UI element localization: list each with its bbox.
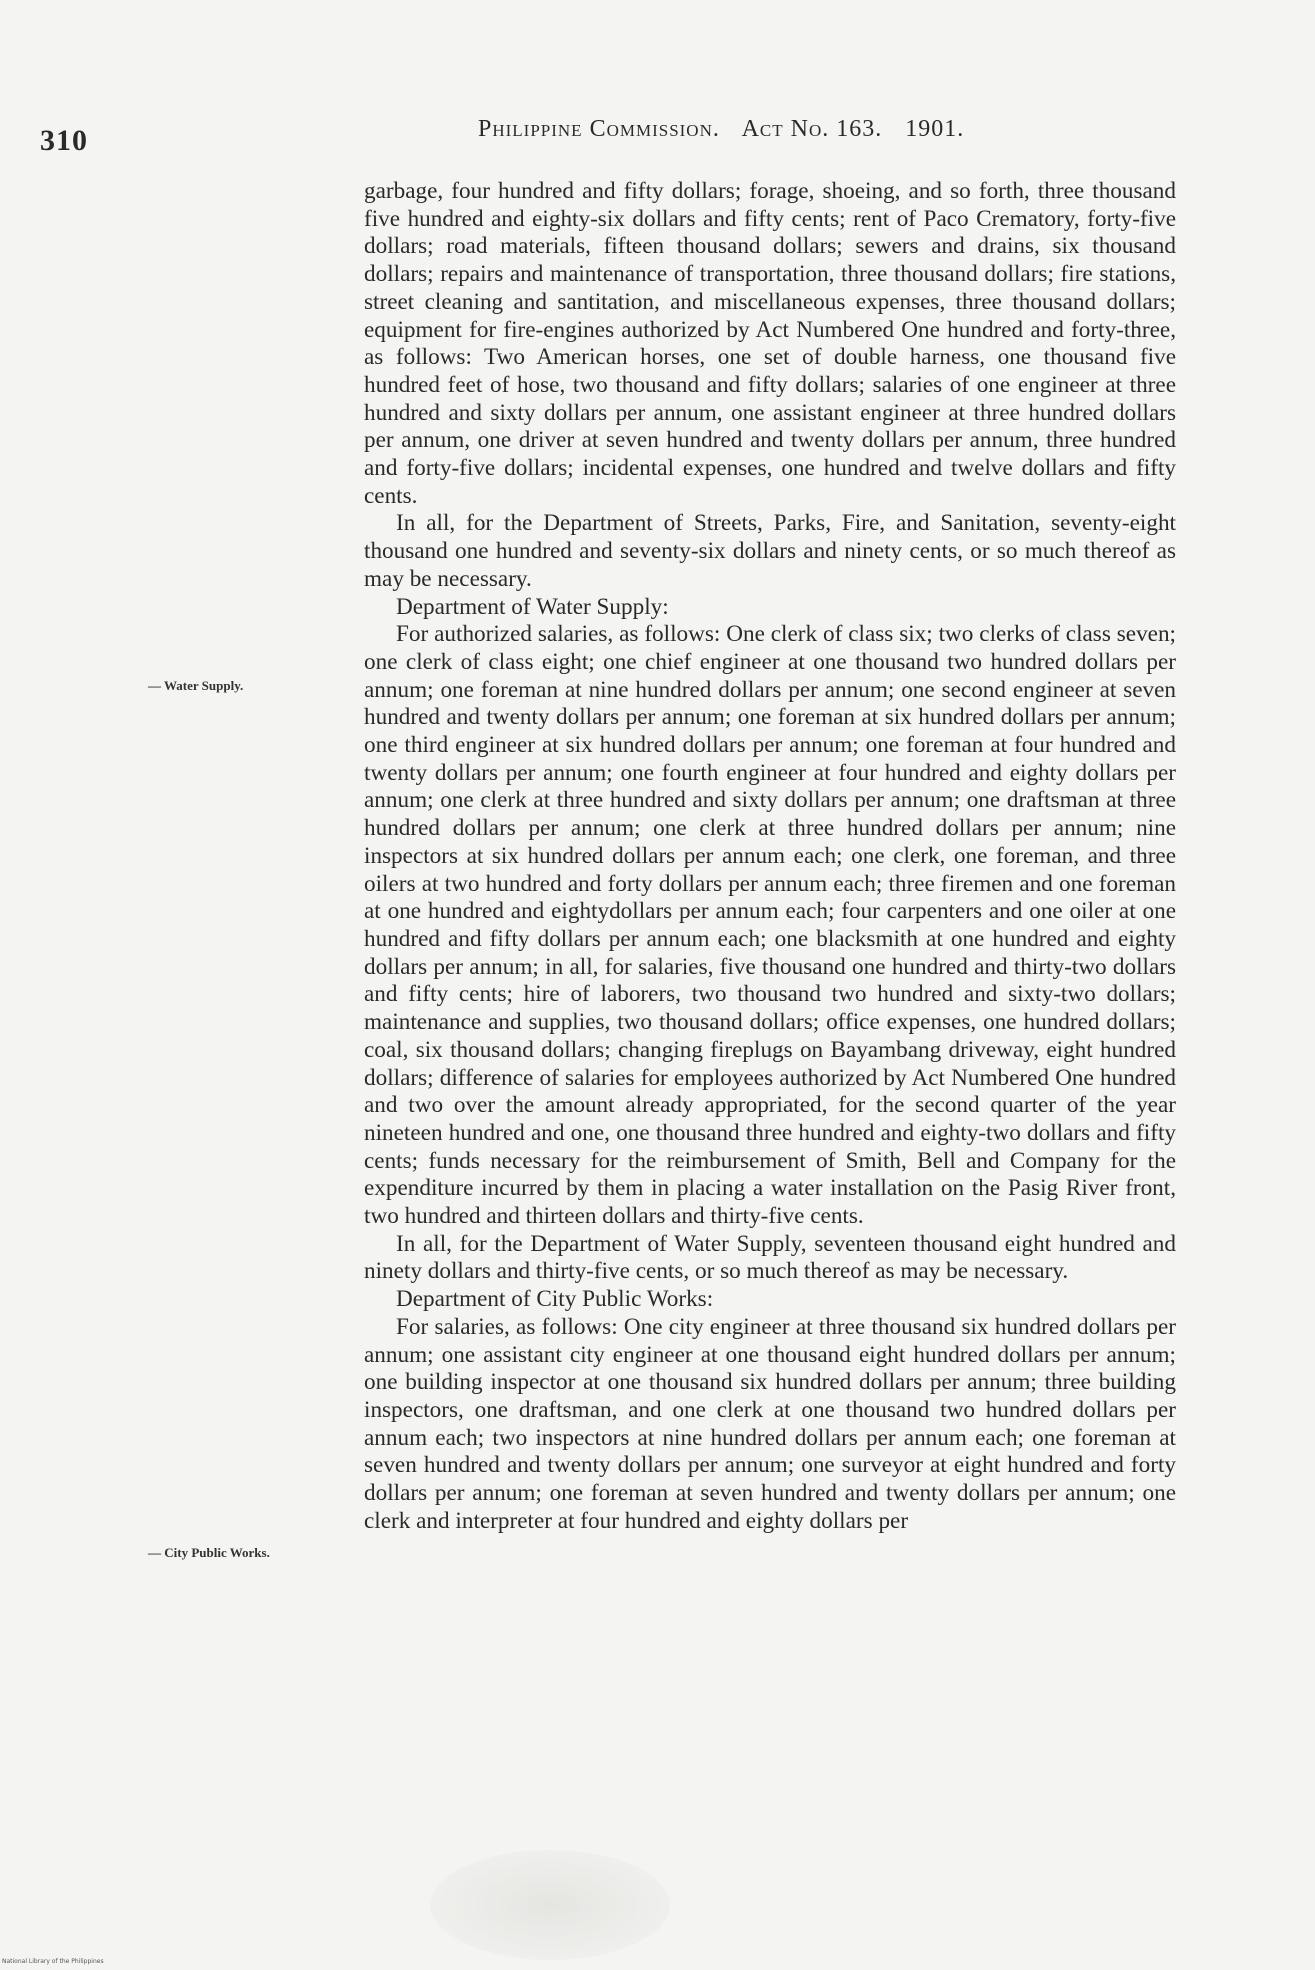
paragraph: In all, for the Department of Streets, Parks, Fire, and Sanitation, seventy-eight thousand one hundred and seventy-six dollars and ninety cents, or so much thereof as may be necessary. <box>364 510 1176 592</box>
publication-title: Philippine Commission. <box>478 116 720 142</box>
footer-attribution: National Library of the Philippines <box>2 1958 104 1965</box>
paragraph: garbage, four hundred and fifty dollars; forage, shoeing, and so forth, three thousand five hundred and eighty-six dollars and fifty cents; rent of Paco Crematory, forty-five dollars; road materials, fifteen thousand dollars; sewers and drains, six thousand dollars; repairs and maintenance of transportation, three thousand dollars; fire stations, street cleaning and santitation, and miscellaneous expenses, three thousand dollars; equipment for fire-engines authorized by Act Numbered One hundred and forty-three, as follows: Two American horses, one set of double harness, one thousand five hundred feet of hose, two thousand and fifty dollars; salaries of one engineer at three hundred and sixty dollars per annum, one assistant engineer at three hundred dollars per annum, one driver at seven hundred and twenty dollars per annum, three hundred and forty-five dollars; incidental expenses, one hundred and twelve dollars and fifty cents. <box>364 178 1176 509</box>
paragraph: For authorized salaries, as follows: One clerk of class six; two clerks of class seven; one clerk of class eight; one chief engineer at one thousand two hundred dollars per annum; one foreman at nine hundred dollars per annum; one second engineer at seven hundred and twenty dollars per annum; one foreman at six hundred dollars per annum; one third engineer at six hundred dollars per annum; one foreman at four hundred and twenty dollars per annum; one fourth engineer at four hundred and eighty dollars per annum; one clerk at three hundred and sixty dollars per annum; one draftsman at three hundred dollars per annum; one clerk at three hundred dollars per annum; nine inspectors at six hundred dollars per annum each; one clerk, one foreman, and three oilers at two hundred and forty dollars per annum each; three firemen and one foreman at one hundred and eightydollars per annum each; four carpenters and one oiler at one hundred and fifty dollars per annum each; one blacksmith at one hundred and eighty dollars per annum; in all, for salaries, five thousand one hundred and thirty-two dollars and fifty cents; hire of laborers, two thousand two hundred and sixty-two dollars; maintenance and supplies, two thousand dollars; office expenses, one hundred dollars; coal, six thousand dollars; changing fireplugs on Bayambang driveway, eight hundred dollars; difference of salaries for employees authorized by Act Numbered One hundred and two over the amount already appropriated, for the second quarter of the year nineteen hundred and one, one thousand three hundred and eighty-two dollars and fifty cents; funds necessary for the reimbursement of Smith, Bell and Company for the expenditure incurred by them in placing a water installation on the Pasig River front, two hundred and thirteen dollars and thirty-five cents. <box>364 621 1176 1230</box>
running-header <box>478 116 980 143</box>
page-number: 310 <box>40 124 88 157</box>
margin-note-water-supply: — Water Supply. <box>148 678 244 693</box>
paragraph: For salaries, as follows: One city engineer at three thousand six hundred dollars per annum; one assistant city engineer at one thousand eight hundred dollars per annum; one building inspector at one thousand six hundred dollars per annum; three building inspectors, one draftsman, and one clerk at one thousand two hundred dollars per annum each; two inspectors at nine hundred dollars per annum each; one foreman at seven hundred and twenty dollars per annum; one surveyor at eight hundred and forty dollars per annum; one foreman at seven hundred and twenty dollars per annum; one clerk and interpreter at four hundred and eighty dollars per <box>364 1313 1176 1534</box>
margin-note-city-public-works: — City Public Works. <box>148 1545 270 1560</box>
section-heading-city-public-works: Department of City Public Works: <box>396 1286 714 1313</box>
paragraph: In all, for the Department of Water Supply, seventeen thousand eight hundred and ninety dollars and thirty-five cents, or so much thereof as may be necessary. <box>364 1230 1176 1285</box>
section-heading-water-supply: Department of Water Supply: <box>396 593 669 620</box>
page-stain <box>430 1850 670 1960</box>
body-text <box>364 178 1176 1535</box>
act-number: Act No. 163. <box>741 116 883 142</box>
year: 1901. <box>905 116 965 142</box>
